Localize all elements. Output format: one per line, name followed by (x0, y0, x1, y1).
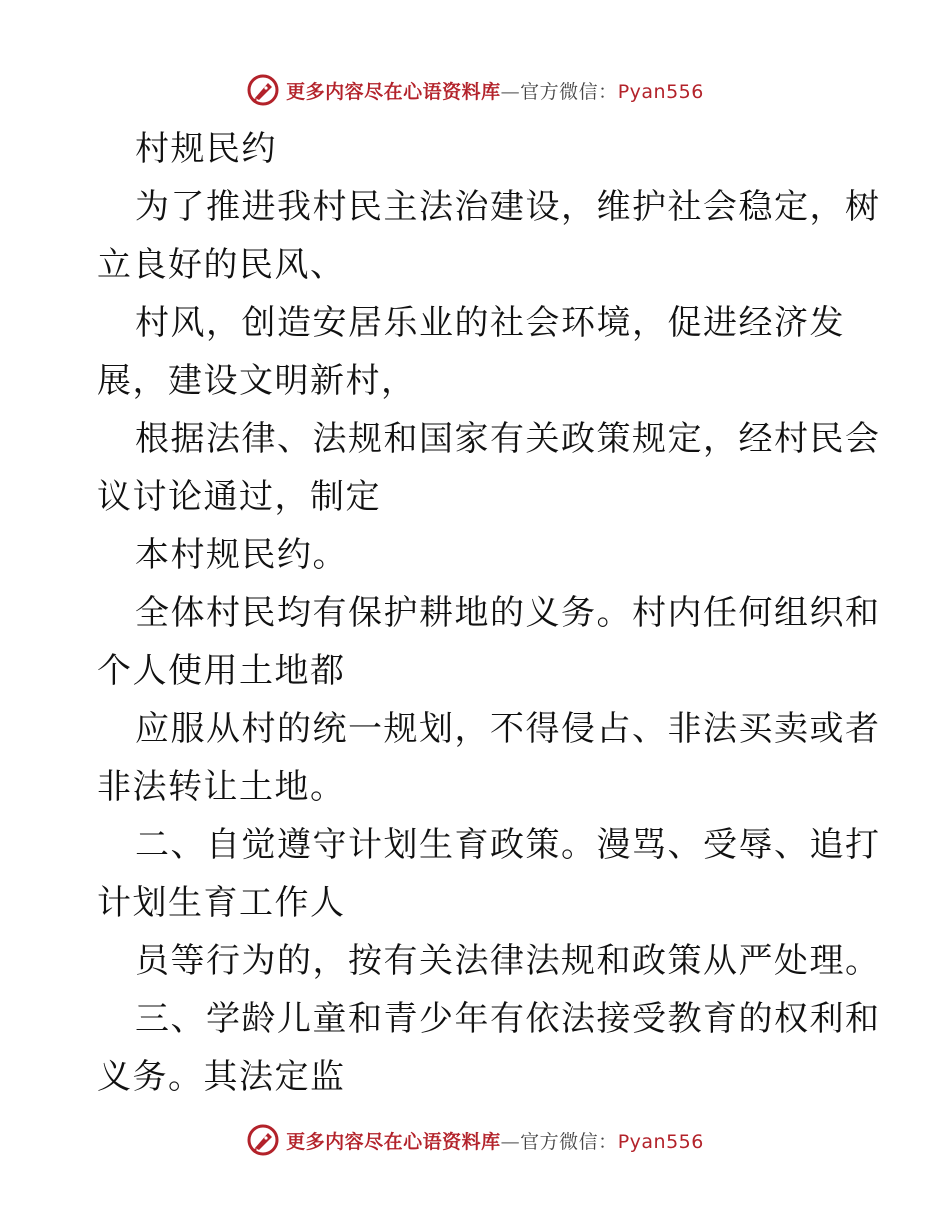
header-wechat-id: Pyan556 (617, 80, 704, 103)
paragraph-line: 非法转让土地。 (97, 767, 346, 807)
paragraph-line: 应服从村的统一规划，不得侵占、非法买卖或者 (135, 709, 881, 749)
footer-banner-text (286, 1127, 704, 1154)
paragraph-line: 根据法律、法规和国家有关政策规定，经村民会 (135, 419, 881, 459)
paragraph-line: 村风，创造安居乐业的社会环境，促进经济发 (135, 303, 845, 343)
footer-wechat-label: 官方微信： (520, 1130, 618, 1153)
paragraph-line: 展，建设文明新村， (97, 361, 417, 401)
footer-brand-text: 更多内容尽在心语资料库 (286, 1130, 501, 1153)
paragraph-line: 立良好的民风、 (97, 245, 346, 285)
header-separator: — (500, 80, 521, 103)
pen-nib-logo-icon (246, 1123, 280, 1157)
pen-nib-logo-icon (246, 73, 280, 107)
footer-watermark-banner (0, 1120, 950, 1160)
paragraph-line: 计划生育工作人 (97, 883, 346, 923)
header-banner-text (286, 77, 704, 104)
paragraph-line: 本村规民约。 (135, 535, 348, 575)
paragraph-line: 为了推进我村民主法治建设，维护社会稳定，树 (135, 187, 881, 227)
paragraph-line: 全体村民均有保护耕地的义务。村内任何组织和 (135, 593, 881, 633)
header-watermark-banner (0, 70, 950, 110)
paragraph-line: 三、学龄儿童和青少年有依法接受教育的权利和 (135, 999, 881, 1039)
header-wechat-label: 官方微信： (520, 80, 618, 103)
paragraph-line: 义务。其法定监 (97, 1057, 346, 1097)
header-brand-text: 更多内容尽在心语资料库 (286, 80, 501, 103)
paragraph-line: 议讨论通过，制定 (97, 477, 381, 517)
paragraph-line: 二、自觉遵守计划生育政策。漫骂、受辱、追打 (135, 825, 881, 865)
document-title: 村规民约 (135, 129, 277, 169)
document-body (97, 120, 881, 1106)
paragraph-line: 个人使用土地都 (97, 651, 346, 691)
footer-wechat-id: Pyan556 (617, 1130, 704, 1153)
footer-separator: — (500, 1130, 521, 1153)
paragraph-line: 员等行为的，按有关法律法规和政策从严处理。 (135, 941, 881, 981)
